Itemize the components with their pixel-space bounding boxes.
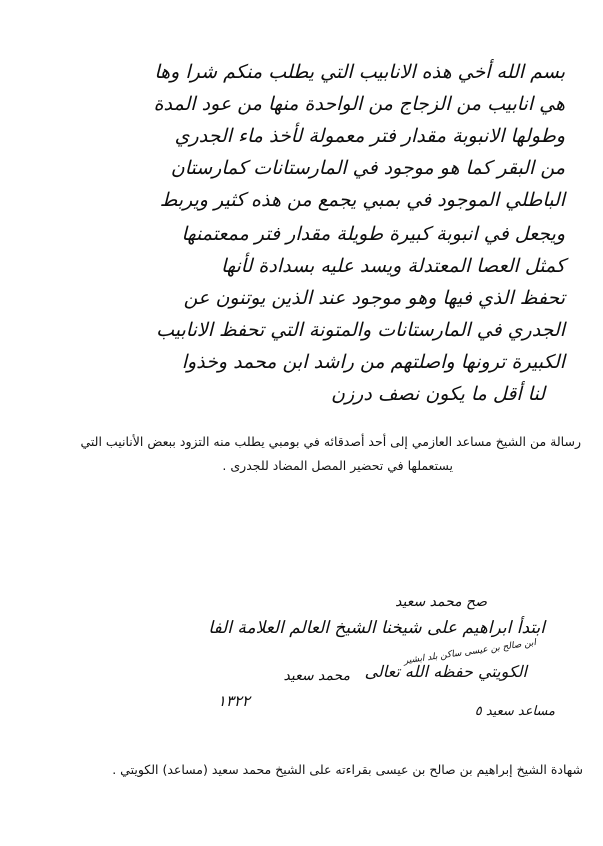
letter-caption: رسالة من الشيخ مساعد العازمي إلى أحد أصدقائه في بومبي يطلب منه التزود ببعض الأنانيب التي xyxy=(80,434,581,449)
letter-line: من البقر كما هو موجود في المارستانات كمارستان xyxy=(170,157,565,179)
letter-line: الباطلي الموجود في بمبي يجمع من هذه كثير ويربط xyxy=(159,189,565,211)
certificate-caption: شهادة الشيخ إبراهيم بن صالح بن عيسى بقراءته على الشيخ محمد سعيد (مساعد) الكويتي . xyxy=(112,762,583,777)
letter-line: الكبيرة ترونها واصلتهم من راشد ابن محمد وخذوا xyxy=(181,351,565,373)
handwritten-letter xyxy=(40,38,565,410)
certificate-year: ١٣٢٢ xyxy=(217,692,250,710)
letter-caption-continued: يستعملها في تحضير المصل المضاد للجدرى . xyxy=(222,458,453,473)
letter-line: الجدري في المارستانات والمتونة التي تحفظ الانابيب xyxy=(156,319,565,341)
certificate-line: الكويتي حفظه الله تعالى xyxy=(364,662,527,681)
handwritten-certificate xyxy=(40,592,565,727)
certificate-margin-note: ابن صالح بن عيسى ساكن بلد ابشير xyxy=(403,638,537,667)
certificate-signature: صح محمد سعيد xyxy=(395,594,487,610)
certificate-line: مساعد سعيد ٥ xyxy=(474,704,555,719)
letter-line: بسم الله أخي هذه الانابيب التي يطلب منكم شرا وها xyxy=(154,61,565,83)
letter-line: لنا أقل ما يكون نصف درزن xyxy=(331,383,545,405)
certificate-signature-2: محمد سعيد xyxy=(283,668,350,684)
certificate-line: ابتدأ ابراهيم على شيخنا الشيخ العالم العلامة الفا xyxy=(208,618,545,638)
letter-line: وطولها الانبوبة مقدار فتر معمولة لأخذ ماء الجدري xyxy=(174,125,565,147)
letter-line: كمثل العصا المعتدلة ويسد عليه بسدادة لأنها xyxy=(220,255,565,277)
letter-line: تحفظ الذي فيها وهو موجود عند الذين يوتنون عن xyxy=(183,287,565,309)
letter-line: ويجعل في انبوبة كبيرة طويلة مقدار فتر ممعتمنها xyxy=(181,223,565,245)
letter-line: هي انابيب من الزجاج من الواحدة منها من عود المدة xyxy=(153,93,565,115)
